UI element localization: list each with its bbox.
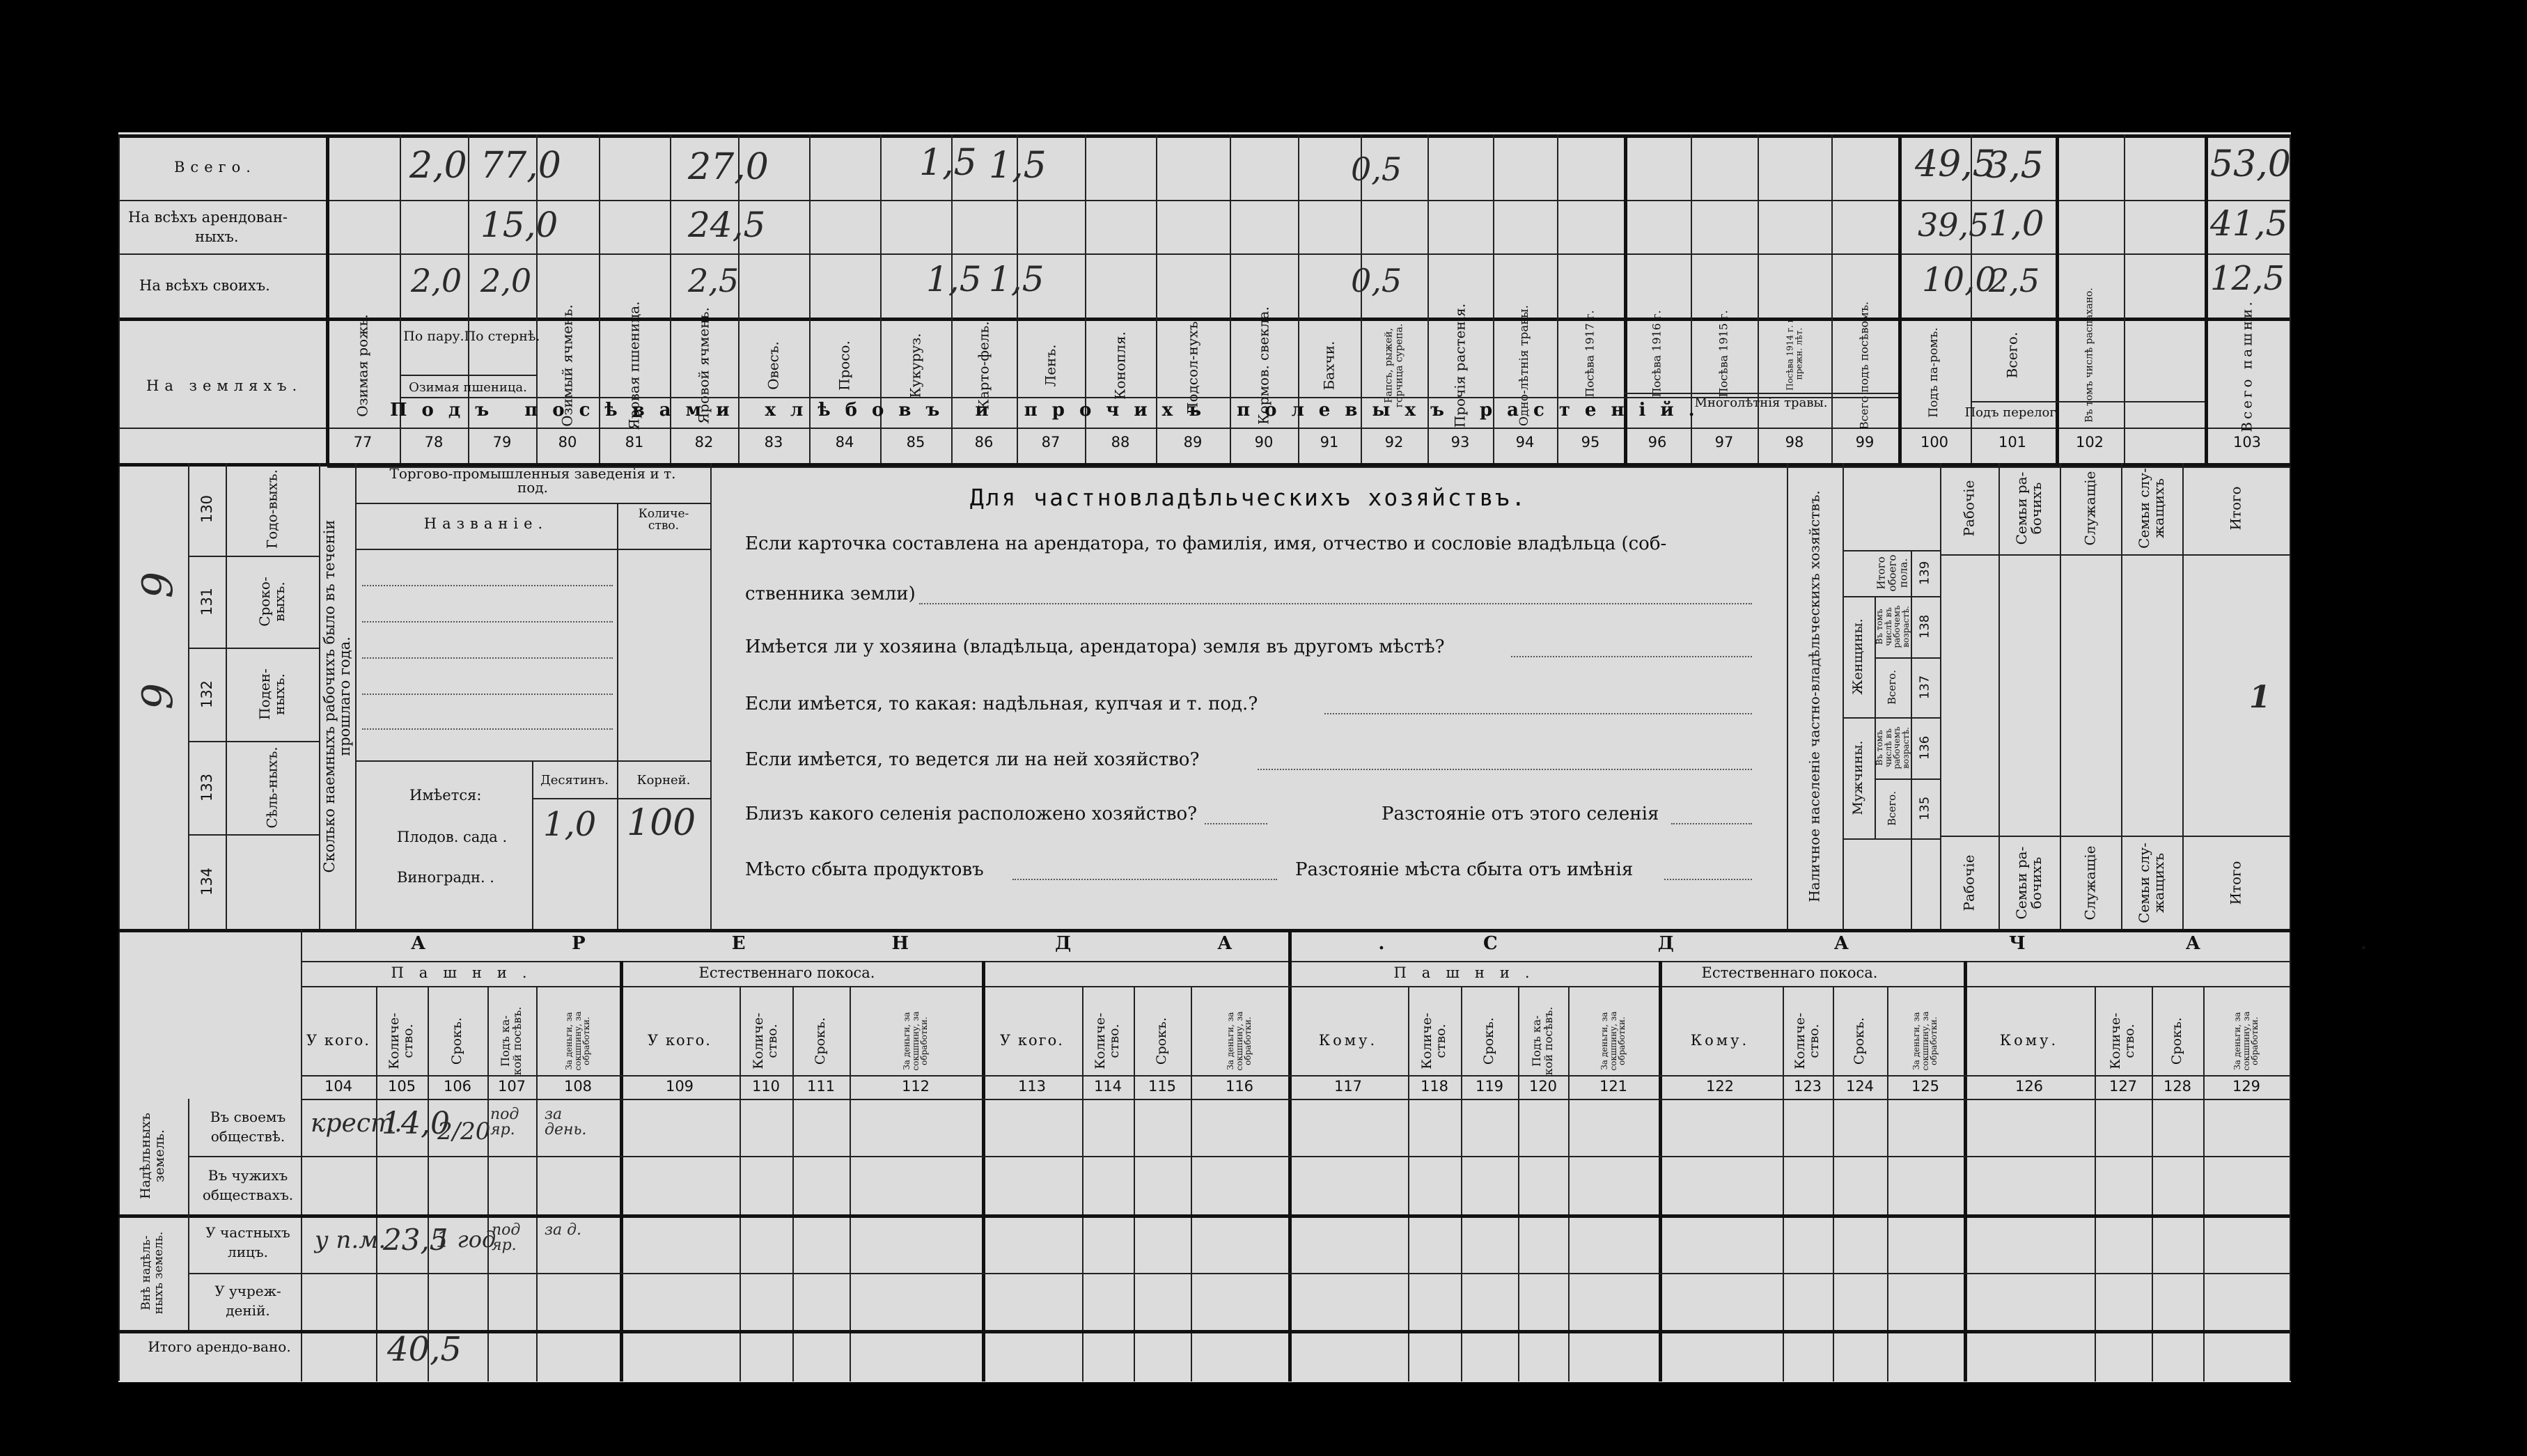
row-label-total: Всего. xyxy=(174,159,256,175)
pop-itogo-top: Итого xyxy=(2227,486,2244,531)
hw-own-100: 2,5 xyxy=(1989,262,2040,299)
ozimaya-pshenitsa: Озимая пшеница. xyxy=(409,380,527,395)
hw-own-86: 1,5 xyxy=(989,259,1045,299)
hdr-selnykh: Сѣль-ныхъ. xyxy=(263,746,281,829)
colnum-123: 123 xyxy=(1793,1078,1822,1095)
sdacha-pashni: Пашни. xyxy=(1393,964,1545,981)
private-line-2: ственника земли) xyxy=(745,584,916,604)
colnum-108: 108 xyxy=(563,1078,593,1095)
hw-own-79: 2,0 xyxy=(480,262,532,299)
hdr-podennykh: Поден-ныхъ. xyxy=(256,668,288,720)
hw-b-r1-dengi: за день. xyxy=(545,1106,587,1138)
s-srok-1: Срокъ. xyxy=(1481,1017,1497,1065)
colnum-133: 133 xyxy=(198,773,215,802)
col-header-103: Всего пашни. xyxy=(2238,299,2255,432)
row-label-rented-1: На всѣхъ арендован- xyxy=(128,209,288,226)
col-header-81: Яровая пшеница. xyxy=(625,301,643,430)
a-ukogo-3: У кого. xyxy=(1000,1032,1064,1049)
colnum-136: 136 xyxy=(1917,735,1932,760)
arenda-pokos: Естественнаго покоса. xyxy=(698,964,875,981)
population-side-label: Наличное населенiе частно-владѣльческихъ хозяйствъ. xyxy=(1806,490,1823,902)
pop-semi-rab-bot: Семьи ра-бочихъ xyxy=(2013,846,2044,920)
colnum-119: 119 xyxy=(1475,1078,1504,1095)
hw-b-r1-posev: под яр. xyxy=(490,1106,519,1138)
row-label-rented-2: ныхъ. xyxy=(195,228,239,245)
col-header-86: Карто-фель. xyxy=(975,321,992,410)
colnum-89: 89 xyxy=(1183,434,1203,451)
private-line-5: Если имѣется, то ведется ли на ней хозяйство? xyxy=(745,749,1200,770)
colnum-104: 104 xyxy=(324,1078,353,1095)
colnum-93: 93 xyxy=(1450,434,1470,451)
col-header-90: Кормов. свекла. xyxy=(1255,306,1272,425)
hdr-godovykh: Годо-выхъ. xyxy=(263,469,281,549)
col-header-82: Яровой ячмень. xyxy=(695,307,712,424)
colnum-113: 113 xyxy=(1017,1078,1047,1095)
pop-sluzh-top: Служащiе xyxy=(2081,471,2099,546)
col-header-89: Подсол-нухъ. xyxy=(1184,317,1201,414)
s-qty-2: Количе-ство. xyxy=(1792,1012,1822,1070)
colnum-126: 126 xyxy=(2014,1078,2044,1095)
mnogoletnie-travy: Многолѣтнiя травы. xyxy=(1694,396,1828,410)
colnum-111: 111 xyxy=(806,1078,836,1095)
col-header-91: Бахчи. xyxy=(1320,340,1338,391)
s-posev-1: Подъ ка-кой посѣвъ. xyxy=(1530,1006,1555,1076)
a-qty-1: Количе-ство. xyxy=(386,1012,416,1070)
pop-zhenshchiny: Женщины. xyxy=(1850,618,1866,695)
col-header-96: Посѣва 1916 г. xyxy=(1650,310,1664,398)
trade-vineyard: Виноградн. . xyxy=(397,869,494,886)
hw-own-77: 2,0 xyxy=(411,262,462,299)
census-card-sheet xyxy=(118,132,2527,1382)
col-header-101: Всего. xyxy=(2003,331,2021,379)
col-header-85: Кукуруз. xyxy=(907,333,924,398)
workers-side-label: Сколько наемныхъ рабочихъ было въ теченiи прошлаго года. xyxy=(320,519,353,873)
trade-title-1: Торгово-промышленныя заведенiя и т. под. xyxy=(389,465,676,496)
col-header-98: Посѣва 1914 г. и прежн. лѣт. xyxy=(1785,317,1804,391)
hw-b-r3-srok: 1 год xyxy=(436,1226,496,1253)
colnum-130: 130 xyxy=(198,494,215,524)
colnum-125: 125 xyxy=(1911,1078,1940,1095)
colnum-109: 109 xyxy=(665,1078,694,1095)
colnum-98: 98 xyxy=(1785,434,1804,451)
col-header-102: Въ томъ числѣ распахано. xyxy=(2083,288,2095,423)
row-label-on-lands: На земляхъ. xyxy=(146,377,303,394)
a-srok-2: Срокъ. xyxy=(813,1017,829,1065)
trade-has: Имѣется: xyxy=(409,787,482,804)
pop-rabochie-bot: Рабочiе xyxy=(1960,854,1978,911)
a-srok-3: Срокъ. xyxy=(1154,1017,1170,1065)
trade-desyatin: Десятинъ. xyxy=(540,773,609,788)
group-vne-nadel: Внѣ надѣль-ныхъ земель. xyxy=(139,1231,166,1315)
pop-muzhchiny: Мужчины. xyxy=(1850,740,1866,815)
col-header-97: Посѣва 1915 г. xyxy=(1716,310,1730,398)
pod-perelog: Подъ перелог. xyxy=(1964,405,2060,420)
pop-itogo: Итого обоего пола. xyxy=(1875,554,1909,592)
colnum-101: 101 xyxy=(1998,434,2027,451)
col-header-88: Конопля. xyxy=(1111,331,1129,400)
hw-b-r3-qty: 23,5 xyxy=(383,1223,448,1257)
colnum-80: 80 xyxy=(558,434,577,451)
colnum-99: 99 xyxy=(1855,434,1875,451)
sdacha-pokos: Естественнаго покоса. xyxy=(1701,964,1878,981)
row-svoem: Въ своемъ обществѣ. xyxy=(210,1109,286,1145)
colnum-139: 139 xyxy=(1917,561,1932,586)
col-header-83: Овесъ. xyxy=(765,341,782,390)
hw-total-103: 53,0 xyxy=(2210,143,2291,185)
arenda-pashni: Пашни. xyxy=(391,964,542,981)
hw-own-91: 0,5 xyxy=(1351,262,1402,299)
colnum-81: 81 xyxy=(625,434,644,451)
col-header-77: Озимая рожь. xyxy=(354,314,371,417)
col-header-100: Подъ па-ромъ. xyxy=(1927,327,1941,418)
row-label-own: На всѣхъ своихъ. xyxy=(139,277,270,294)
colnum-77: 77 xyxy=(353,434,373,451)
hw-rented-82: 24,5 xyxy=(688,205,766,245)
hw-rented-100: 1,0 xyxy=(1989,203,2044,244)
s-dengi-2: За деньги, за сокшпину, за обработки. xyxy=(1911,1011,1939,1071)
pop-w-vsego: Всего. xyxy=(1886,670,1899,705)
colnum-107: 107 xyxy=(497,1078,526,1095)
colnum-91: 91 xyxy=(1320,434,1339,451)
a-srok-1: Срокъ. xyxy=(449,1017,465,1065)
hw-b-r1-ukogo: крест. xyxy=(311,1109,402,1138)
hw-garden-desyatin: 1,0 xyxy=(543,805,597,844)
private-line-8: Мѣсто сбыта продуктовъ xyxy=(745,859,984,880)
colnum-134: 134 xyxy=(198,867,215,896)
pop-w-working: Въ томъ числѣ въ рабочемъ возрастѣ. xyxy=(1874,605,1911,648)
pop-m-vsego: Всего. xyxy=(1886,791,1899,826)
s-dengi-1: За деньги, за сокшпину, за обработки. xyxy=(1599,1011,1627,1071)
private-line-7: Разстоянiе отъ этого селенiя xyxy=(1382,804,1659,824)
pop-semi-sluzh-bot: Семьи слу-жащихъ xyxy=(2136,843,2167,923)
trade-name-header: Названiе. xyxy=(423,515,549,532)
band-pod-posevami: Подъ посѣвами хлѣбовъ и прочихъ полевыхъ растенiй. xyxy=(390,400,1710,421)
a-ukogo-2: У кого. xyxy=(648,1032,712,1049)
hw-b-total: 40,5 xyxy=(387,1330,462,1369)
a-ukogo-1: У кого. xyxy=(306,1032,370,1049)
colnum-137: 137 xyxy=(1917,675,1932,700)
s-qty-1: Количе-ство. xyxy=(1419,1012,1448,1070)
colnum-115: 115 xyxy=(1148,1078,1177,1095)
colnum-88: 88 xyxy=(1111,434,1130,451)
col-header-95: Посѣва 1917 г. xyxy=(1583,310,1597,398)
arenda-title: АРЕНДА. xyxy=(411,933,1531,954)
hw-rented-103: 41,5 xyxy=(2210,203,2288,244)
colnum-78: 78 xyxy=(424,434,444,451)
col-header-92: Рапсъ, рыжей, горчица сурепа. xyxy=(1383,323,1405,408)
hw-b-r1-qty: 14,0 xyxy=(382,1106,450,1141)
colnum-100: 100 xyxy=(1920,434,1949,451)
colnum-116: 116 xyxy=(1225,1078,1254,1095)
hw-total-82: 27,0 xyxy=(688,146,769,188)
col-header-78: По пару. xyxy=(403,329,464,344)
hw-mid-9b: 9 xyxy=(134,682,183,710)
private-title: Для частновладѣльческихъ хозяйствъ. xyxy=(969,484,1528,511)
row-itogo-arendovano: Итого арендо-вано. xyxy=(148,1338,291,1355)
hw-b-r1-srok: 2/20 xyxy=(437,1118,491,1145)
pop-rabochie-top: Рабочiе xyxy=(1960,480,1978,537)
hw-total-91: 0,5 xyxy=(1351,150,1402,188)
colnum-120: 120 xyxy=(1528,1078,1558,1095)
hw-rented-79: 15,0 xyxy=(480,205,558,245)
col-header-93: Прочiя растенiя. xyxy=(1451,303,1469,428)
colnum-79: 79 xyxy=(492,434,512,451)
hw-rented-99: 39,5 xyxy=(1918,206,1989,244)
hw-own-103: 12,5 xyxy=(2210,259,2285,298)
colnum-105: 105 xyxy=(387,1078,416,1095)
pop-itogo-bot: Итого xyxy=(2227,861,2244,905)
colnum-106: 106 xyxy=(443,1078,472,1095)
colnum-83: 83 xyxy=(764,434,783,451)
col-header-94: Одно-лѣтнiя травы. xyxy=(1517,305,1532,426)
private-line-3: Имѣется ли у хозяина (владѣльца, арендатора) земля въ другомъ мѣстѣ? xyxy=(745,636,1445,657)
s-srok-2: Срокъ. xyxy=(1852,1017,1868,1065)
colnum-94: 94 xyxy=(1515,434,1535,451)
col-header-80: Озимый ячмень. xyxy=(558,304,576,427)
a-posev-1: Подъ ка-кой посѣвъ. xyxy=(499,1006,524,1076)
s-komu-2: Кому. xyxy=(1690,1032,1750,1049)
s-srok-3: Срокъ. xyxy=(2169,1017,2185,1065)
hw-b-r3-posev: под яр. xyxy=(492,1221,521,1254)
hw-own-85: 1,5 xyxy=(926,259,982,299)
colnum-87: 87 xyxy=(1041,434,1061,451)
sdacha-title: СДАЧА. xyxy=(1483,933,2527,954)
colnum-128: 128 xyxy=(2163,1078,2192,1095)
row-uchrezh: У учреж-денiй. xyxy=(214,1283,281,1319)
colnum-110: 110 xyxy=(751,1078,781,1095)
private-line-6: Близъ какого селенiя расположено хозяйство? xyxy=(745,804,1198,824)
colnum-90: 90 xyxy=(1254,434,1274,451)
col-header-87: Ленъ. xyxy=(1042,344,1059,387)
colnum-117: 117 xyxy=(1333,1078,1363,1095)
colnum-102: 102 xyxy=(2075,434,2104,451)
colnum-124: 124 xyxy=(1845,1078,1875,1095)
colnum-118: 118 xyxy=(1420,1078,1449,1095)
a-qty-3: Количе-ство. xyxy=(1093,1012,1122,1070)
hw-total-100: 3,5 xyxy=(1986,145,2044,187)
colnum-103: 103 xyxy=(2232,434,2262,451)
colnum-112: 112 xyxy=(901,1078,930,1095)
s-qty-3: Количе-ство. xyxy=(2108,1012,2137,1070)
hw-mid-9a: 9 xyxy=(134,571,183,599)
colnum-82: 82 xyxy=(694,434,714,451)
s-dengi-3: За деньги, за сокшпину, за обработки. xyxy=(2232,1011,2260,1071)
s-komu-3: Кому. xyxy=(1999,1032,2059,1049)
private-line-1: Если карточка составлена на арендатора, то фамилiя, имя, отчество и сословiе владѣльца (соб- xyxy=(745,533,1667,554)
pop-semi-rab-top: Семьи ра-бочихъ xyxy=(2013,471,2044,545)
private-line-4: Если имѣется, то какая: надѣльная, купчая и т. под.? xyxy=(745,694,1258,714)
hw-b-r3-dengi: за д. xyxy=(545,1221,582,1239)
hw-garden-korney: 100 xyxy=(627,802,696,844)
colnum-129: 129 xyxy=(2232,1078,2261,1095)
col-header-84: Просо. xyxy=(836,340,853,391)
colnum-121: 121 xyxy=(1599,1078,1628,1095)
a-qty-2: Количе-ство. xyxy=(751,1012,780,1070)
row-chuzhikh: Въ чужихъ обществахъ. xyxy=(202,1167,294,1203)
colnum-135: 135 xyxy=(1917,796,1932,821)
hw-total-86: 1,5 xyxy=(989,145,1047,187)
hdr-srokovykh: Сроко-выхъ. xyxy=(256,577,288,627)
colnum-97: 97 xyxy=(1714,434,1734,451)
colnum-92: 92 xyxy=(1384,434,1404,451)
col-header-79: По стернѣ. xyxy=(464,329,540,344)
hw-b-r3-ukogo: у п.м. xyxy=(315,1226,386,1254)
hw-own-82: 2,5 xyxy=(688,262,740,299)
trade-korney: Корней. xyxy=(636,773,691,788)
colnum-85: 85 xyxy=(906,434,925,451)
a-dengi-1: За деньги, за сокшпину, за обработки. xyxy=(564,1011,592,1071)
colnum-132: 132 xyxy=(198,680,215,709)
hw-own-99: 10,0 xyxy=(1922,260,1996,299)
colnum-96: 96 xyxy=(1648,434,1667,451)
hw-total-77: 2,0 xyxy=(409,145,467,187)
hw-total-79: 77,0 xyxy=(480,145,561,187)
colnum-138: 138 xyxy=(1917,614,1932,639)
pop-m-working: Въ томъ числѣ въ рабочемъ возрастѣ. xyxy=(1874,726,1911,769)
pop-semi-sluzh-top: Семьи слу-жащихъ xyxy=(2136,468,2167,549)
private-line-9: Разстоянiе мѣста сбыта отъ имѣнiя xyxy=(1295,859,1634,880)
group-nadel: Надѣльныхъ земель. xyxy=(138,1112,167,1200)
a-dengi-2: За деньги, за сокшпину, за обработки. xyxy=(902,1011,930,1071)
colnum-122: 122 xyxy=(1705,1078,1735,1095)
s-komu-1: Кому. xyxy=(1318,1032,1378,1049)
hw-total-85: 1,5 xyxy=(919,142,977,184)
hw-pop-mark: 1 xyxy=(2249,680,2271,715)
colnum-95: 95 xyxy=(1581,434,1600,451)
trade-qty-header: Количе-ство. xyxy=(638,507,689,533)
col-header-99: Всего подъ посѣвомъ. xyxy=(1857,302,1871,430)
colnum-114: 114 xyxy=(1093,1078,1122,1095)
trade-garden: Плодов. сада . xyxy=(397,829,508,845)
row-chastnykh: У частныхъ лицъ. xyxy=(205,1224,290,1260)
pop-sluzh-bot: Служащiе xyxy=(2081,845,2099,921)
colnum-127: 127 xyxy=(2109,1078,2138,1095)
colnum-86: 86 xyxy=(974,434,994,451)
colnum-84: 84 xyxy=(835,434,854,451)
a-dengi-3: За деньги, за сокшпину, за обработки. xyxy=(1226,1011,1253,1071)
colnum-131: 131 xyxy=(198,587,215,616)
hw-total-99: 49,5 xyxy=(1915,143,1996,185)
